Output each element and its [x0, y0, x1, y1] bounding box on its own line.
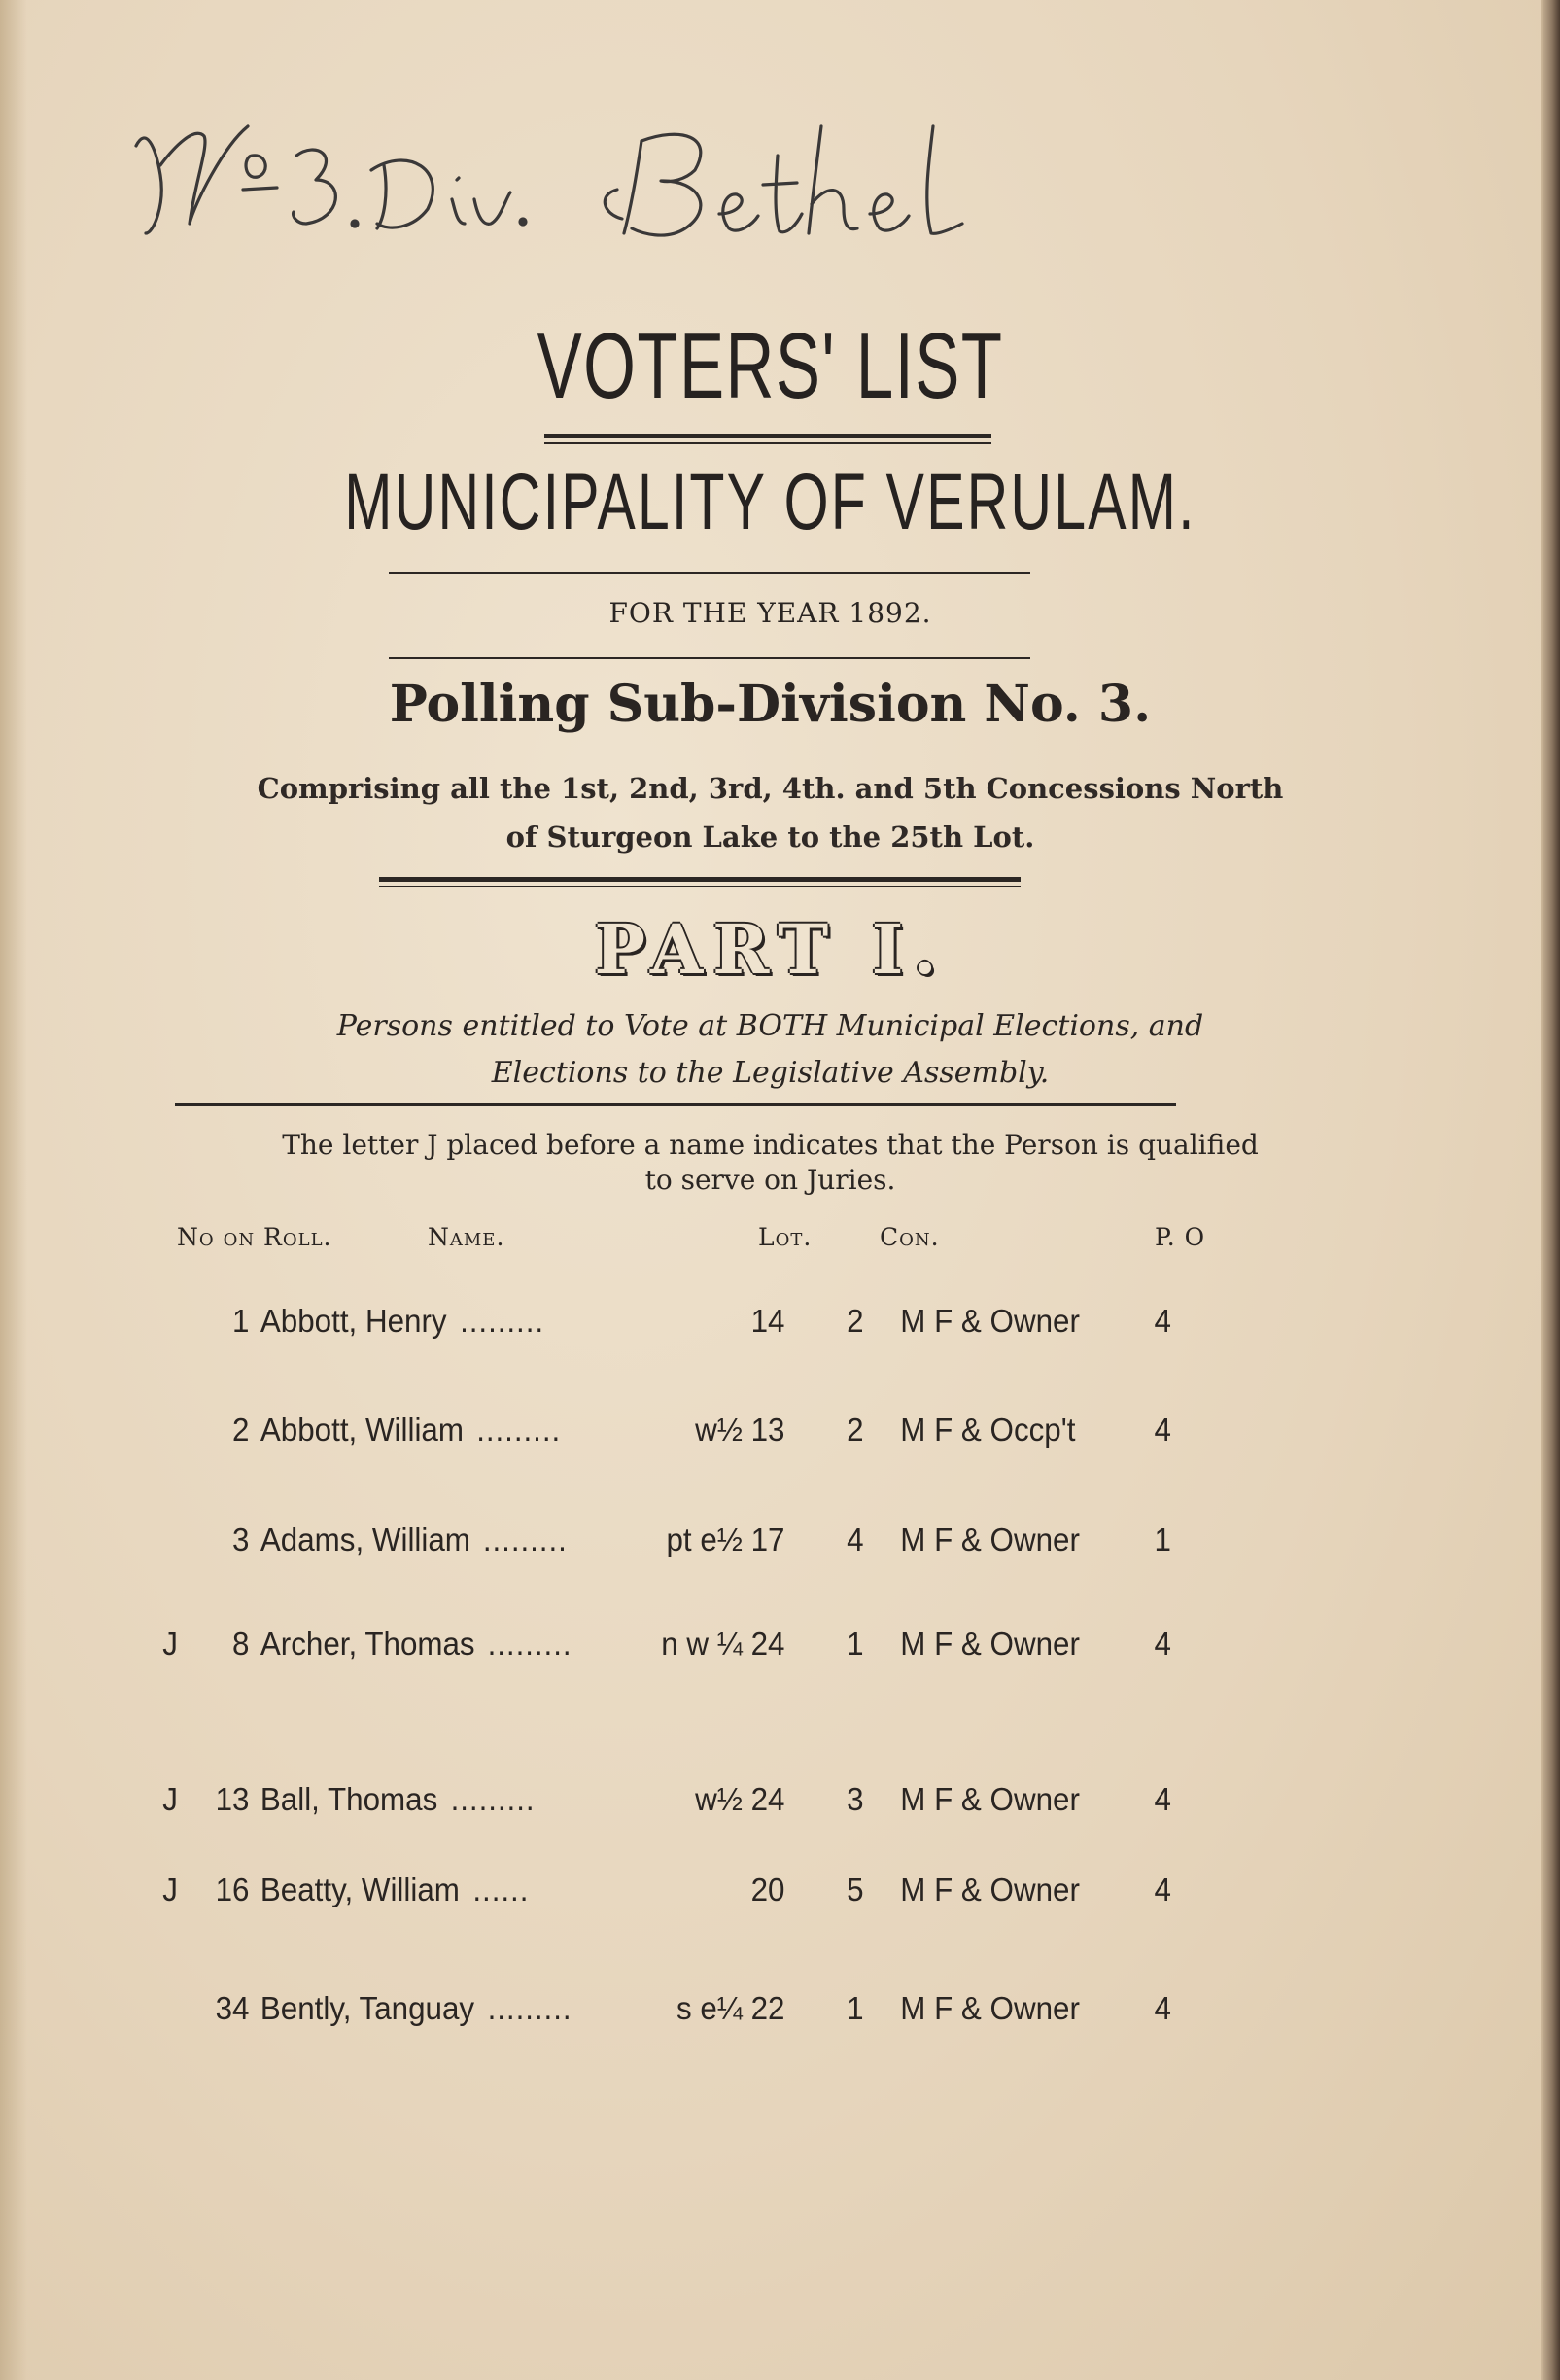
juror-mark: J [162, 1626, 178, 1662]
table-row [0, 1522, 1464, 1570]
table-row [0, 1412, 1464, 1460]
table-row [0, 1990, 1464, 2039]
voter-name: Ball, Thomas [260, 1781, 438, 1817]
header-roll: No on Roll. [177, 1223, 332, 1251]
juries-note [0, 1128, 1541, 1198]
part-heading: PART I. [594, 909, 947, 990]
post-office: 4 [1154, 1781, 1171, 1817]
handwritten-note [117, 88, 1137, 272]
leader-dots: ......... [482, 1522, 568, 1558]
qualification: M F & Occp't [900, 1412, 1076, 1448]
lot-value: n w ¼ 24 [661, 1626, 785, 1662]
leader-dots: ......... [476, 1412, 562, 1448]
page-edge [1541, 0, 1560, 2380]
concession-value: 1 [847, 1626, 864, 1662]
lot-value: w½ 13 [695, 1412, 785, 1448]
roll-number: 8 [232, 1626, 250, 1662]
leader-dots: ......... [450, 1781, 536, 1817]
title-rule-thin [544, 442, 991, 444]
year-line: FOR THE YEAR 1892. [608, 597, 932, 629]
qualification: M F & Owner [900, 1872, 1080, 1908]
post-office: 4 [1154, 1990, 1171, 2026]
persons-line-1: Persons entitled to Vote at BOTH Municipal Elections, and [336, 1009, 1204, 1043]
list-title: VOTERS' LIST [537, 314, 1004, 418]
post-office: 4 [1154, 1303, 1171, 1339]
post-office: 4 [1154, 1412, 1171, 1448]
polling-subdivision: Polling Sub-Division No. 3. [389, 675, 1152, 734]
concession-value: 4 [847, 1522, 864, 1558]
leader-dots: ...... [472, 1872, 530, 1908]
voter-name: Abbott, Henry [260, 1303, 447, 1339]
persons-rule [175, 1103, 1176, 1106]
lot-value: pt e½ 17 [666, 1522, 785, 1558]
juror-mark: J [162, 1781, 178, 1817]
note-line-1: The letter J placed before a name indicates that the Person is qualified [282, 1129, 1259, 1161]
concession-value: 3 [847, 1781, 864, 1817]
comprising-rule [379, 877, 1021, 882]
qualification: M F & Owner [900, 1626, 1080, 1662]
concession-value: 5 [847, 1872, 864, 1908]
table-row [0, 1872, 1464, 1920]
header-con: Con. [880, 1223, 940, 1251]
concession-value: 2 [847, 1303, 864, 1339]
roll-number: 2 [232, 1412, 250, 1448]
comprising-text [0, 764, 1541, 861]
qualification: M F & Owner [900, 1990, 1080, 2026]
post-office: 1 [1154, 1522, 1171, 1558]
persons-entitled-text [0, 1003, 1541, 1097]
post-office: 4 [1154, 1626, 1171, 1662]
leader-dots: ......... [460, 1303, 545, 1339]
municipality-rule [389, 572, 1030, 574]
voter-name: Adams, William [260, 1522, 470, 1558]
concession-value: 2 [847, 1412, 864, 1448]
header-po: P. O [1155, 1223, 1206, 1251]
roll-number: 16 [215, 1872, 250, 1908]
lot-value: s e¼ 22 [676, 1990, 785, 2026]
roll-number: 34 [215, 1990, 250, 2026]
municipality-title: MUNICIPALITY OF VERULAM. [344, 458, 1196, 546]
header-name: Name. [428, 1223, 505, 1251]
note-line-2: to serve on Juries. [644, 1164, 896, 1196]
table-row [0, 1781, 1464, 1830]
qualification: M F & Owner [900, 1303, 1080, 1339]
title-rule [544, 434, 991, 438]
post-office: 4 [1154, 1872, 1171, 1908]
voter-name: Abbott, William [260, 1412, 464, 1448]
comprising-line-1: Comprising all the 1st, 2nd, 3rd, 4th. and 5th Concessions North [257, 772, 1284, 805]
juror-mark: J [162, 1872, 178, 1908]
leader-dots: ......... [487, 1990, 572, 2026]
year-rule [389, 657, 1030, 659]
lot-value: 14 [750, 1303, 785, 1339]
concession-value: 1 [847, 1990, 864, 2026]
leader-dots: ......... [487, 1626, 572, 1662]
comprising-line-2: of Sturgeon Lake to the 25th Lot. [505, 821, 1035, 854]
voter-name: Beatty, William [260, 1872, 460, 1908]
table-row [0, 1626, 1464, 1674]
qualification: M F & Owner [900, 1781, 1080, 1817]
handwriting-drawing [117, 88, 1137, 272]
persons-line-2: Elections to the Legislative Assembly. [491, 1056, 1050, 1090]
voter-name: Bently, Tanguay [260, 1990, 475, 2026]
roll-number: 3 [232, 1522, 250, 1558]
qualification: M F & Owner [900, 1522, 1080, 1558]
voter-name: Archer, Thomas [260, 1626, 475, 1662]
lot-value: w½ 24 [695, 1781, 785, 1817]
roll-number: 1 [232, 1303, 250, 1339]
header-lot: Lot. [758, 1223, 813, 1251]
roll-number: 13 [215, 1781, 250, 1817]
lot-value: 20 [750, 1872, 785, 1908]
table-row [0, 1303, 1464, 1351]
comprising-rule-thin [379, 886, 1021, 887]
